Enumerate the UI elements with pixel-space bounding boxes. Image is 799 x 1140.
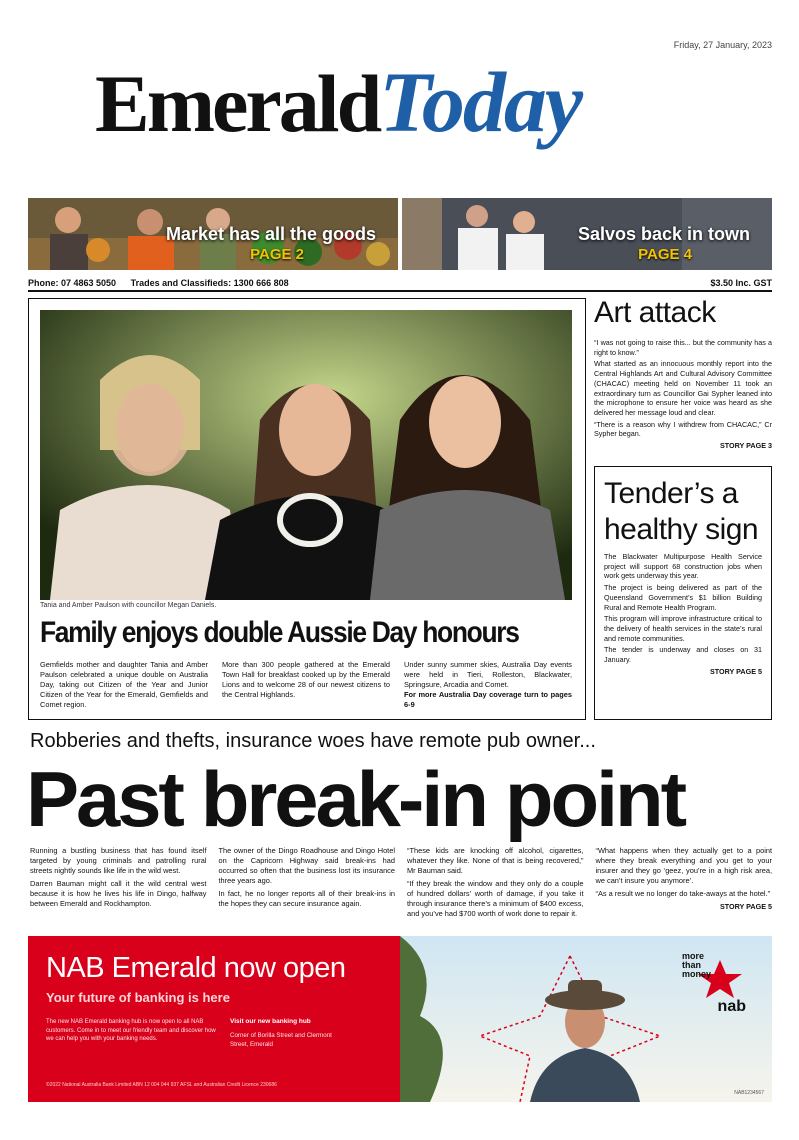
- main-body: [30, 846, 772, 922]
- price: $3.50 Inc. GST: [710, 278, 772, 288]
- feature-body: [40, 660, 572, 710]
- brand-tag-line3: money: [682, 969, 712, 979]
- divider: [28, 290, 772, 292]
- promo-salvos-title: Salvos back in town: [577, 224, 750, 244]
- masthead-part1: Emerald: [95, 58, 380, 149]
- ad-legal: ©2022 National Australia Bank Limited ABN 12 004 044 937 AFSL and Australian Credit Licence 230686: [46, 1082, 277, 1088]
- main-c2p2: In fact, he no longer reports all of their break-ins in the hopes they can secure insurance again.: [218, 888, 395, 908]
- main-c1p1: Running a bustling business that has found itself targeted by young criminals and patrolling rural streets nightly sounds like life in the wild west.: [30, 846, 207, 875]
- feature-col3: Under sunny summer skies, Australia Day events were held in Tieri, Rolleston, Blackwater, Springsure, Arcadia and Comet.: [404, 660, 572, 689]
- info-bar: [28, 278, 772, 288]
- main-col4: [596, 846, 773, 922]
- art-body: [594, 338, 772, 451]
- art-p2: What started as an innocuous monthly report into the Central Highlands Art and Cultural Advisory Committee (CHACAC) meeting held on November 11 took an extraordinary turn as Councillor Gai Sypher leaned into the microphone to ensure her voice was heard as she delivered her message loud and clear.: [594, 359, 772, 418]
- brand-tag-line2: than: [682, 960, 701, 970]
- tender-p1: The Blackwater Multipurpose Health Service project will support 68 construction jobs when work gets underway this year.: [604, 552, 762, 581]
- ad-left-panel: [28, 936, 400, 1102]
- masthead: [95, 52, 581, 152]
- main-story-link[interactable]: STORY PAGE 5: [719, 901, 772, 911]
- brand-tag-line1: more: [682, 951, 705, 961]
- main-col1: [30, 846, 207, 922]
- art-p3: “There is a reason why I withdrew from CHACAC,” Cr Sypher began.: [594, 419, 772, 439]
- feature-headline[interactable]: Family enjoys double Aussie Day honours: [40, 616, 519, 649]
- nab-advert[interactable]: [28, 936, 772, 1102]
- ad-right-panel: [400, 936, 772, 1102]
- main-kicker: Robberies and thefts, insurance woes have remote pub owner...: [30, 730, 596, 752]
- feature-caption: Tania and Amber Paulson with councillor Megan Daniels.: [40, 602, 217, 609]
- main-col3: [407, 846, 584, 922]
- ad-photo: [400, 936, 772, 1102]
- ad-body: The new NAB Emerald banking hub is now open to all NAB customers. Come in to meet our friendly team and discover how we can help you with your banking needs.: [46, 1019, 216, 1043]
- feature-col2: More than 300 people gathered at the Emerald Town Hall for breakfast cooked up by the Emerald Lions and to welcome 28 of our newest citizens to the Central Highlands.: [222, 660, 390, 699]
- feature-col1: Gemfields mother and daughter Tania and Amber Paulson celebrated a unique double on Australia Day, taking out Citizen of the Year and Junior Citizen of the Year for the Emerald, Gemfields and Comet region.: [40, 660, 208, 709]
- art-story-link[interactable]: STORY PAGE 3: [719, 441, 772, 451]
- ad-hub-title: Visit our new banking hub: [230, 1018, 311, 1025]
- tender-story-link[interactable]: STORY PAGE 5: [709, 666, 762, 676]
- feature-more-link[interactable]: For more Australia Day coverage turn to pages 6-9: [404, 689, 572, 709]
- ad-hub-address: Corner of Borilla Street and Clermont Street, Emerald: [230, 1032, 332, 1048]
- main-c4p1: “What happens when they actually get to a point where they break everything and you get to your insurer and they go ‘geez, you’re in a high risk area, we can’t insure you anymore’.: [595, 846, 772, 885]
- ad-subheading: Your future of banking is here: [46, 990, 230, 1005]
- promo-market[interactable]: [28, 198, 398, 270]
- phone-number: Phone: 07 4863 5050: [28, 278, 117, 288]
- art-p1: “I was not going to raise this... but the community has a right to know.”: [594, 338, 772, 357]
- art-heading[interactable]: Art attack: [594, 296, 716, 329]
- ad-heading: NAB Emerald now open: [46, 952, 346, 984]
- tender-p2: The project is being delivered as part of the Queensland Government’s $1 billion Building Rural and Remote Health Program.: [604, 583, 762, 612]
- main-col2: [219, 846, 396, 922]
- main-c3p2: “If they break the window and they only do a couple of hundred dollars’ worth of damage, if you take it through insurance there’s a minimum of $400 excess, and you’ve had $700 worth of work done to repair it.: [407, 878, 584, 918]
- promo-market-title: Market has all the goods: [165, 224, 376, 244]
- promo-salvos-page: PAGE 4: [638, 246, 692, 263]
- main-c3p1: “These kids are knocking off alcohol, cigarettes, whatever they like. None of that is being recovered,” Mr Bauman said.: [407, 846, 584, 875]
- ad-brand-tag: [682, 952, 711, 979]
- main-c2p1: The owner of the Dingo Roadhouse and Dingo Hotel on the Capricorn Highway said break-ins had occurred so often that the business lost its insurance three years ago.: [218, 846, 395, 885]
- main-headline[interactable]: Past break-in point: [26, 755, 685, 843]
- main-c4p2: “As a result we no longer do take-aways at the hotel.”: [595, 888, 771, 898]
- nab-logo: nab: [717, 998, 746, 1015]
- tender-p4: The tender is underway and closes on 31 January.: [604, 645, 762, 665]
- feature-photo: [40, 310, 572, 600]
- classifieds-number: Trades and Classifieds: 1300 666 808: [130, 278, 289, 288]
- issue-date: Friday, 27 January, 2023: [673, 40, 772, 50]
- promo-market-page: PAGE 2: [250, 246, 304, 263]
- tender-body: [604, 552, 762, 677]
- ad-ref: NAB1234567: [734, 1090, 764, 1096]
- tender-heading[interactable]: Tender’s a healthy sign: [604, 477, 759, 546]
- masthead-part2: Today: [379, 54, 581, 150]
- tender-p3: This program will improve infrastructure critical to the delivery of health services in the state’s rural and remote communities.: [604, 614, 762, 643]
- promo-salvos[interactable]: [402, 198, 772, 270]
- main-c1p2: Darren Bauman might call it the wild central west because it is how he lives his life in Dingo, halfway between Emerald and Rockhampton.: [30, 878, 207, 908]
